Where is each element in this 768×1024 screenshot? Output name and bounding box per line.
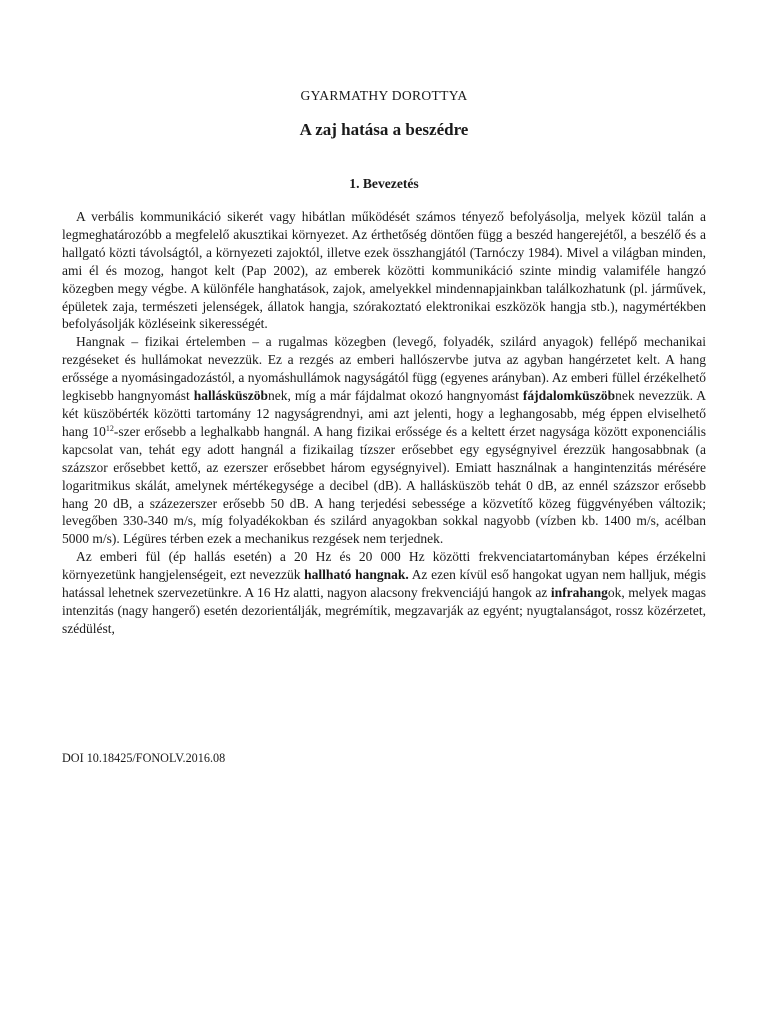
paragraph-2 — [62, 333, 706, 548]
exponent: 12 — [105, 423, 114, 433]
paragraph-2-text-a: Hangnak – fizikai értelemben – a rugalmas közegben (levegő, folyadék, szilárd anyagok) fellépő mechanikai rezgéseket és hullámokat nevezzük. Ez a rezgés az emberi hallószervbe jutva az agyban hangérzetet kelt. A hang erőssége a nyomásingadozástól, a nyomáshullámok nagyságától függ (egyenes arányban). Az emberi füllel érzékelhető legkisebb hangnyomást — [62, 334, 706, 404]
paragraph-3 — [62, 548, 706, 638]
article-title: A zaj hatása a beszédre — [299, 120, 469, 139]
paragraph-3-text-b: Az ezen kívül eső hangokat ugyan nem halljuk, mégis hatással lehetnek szervezetünkre. A 16 Hz alatti, nagyon alacsony frekvenciájú hangok az — [62, 567, 707, 601]
paragraph-3-text-c: ok, melyek magas intenzitás (nagy hangerő) esetén dezorientálják, megrémítik, megzavarják az egyént; nyugtalanságot, rossz közérzetet, szédülést, — [62, 585, 706, 636]
paragraph-3-text-a: Az emberi fül (ép hallás esetén) a 20 Hz és 20 000 Hz közötti frekvenciatartományban képes érzékelni környezetünk hangjelenségeit, ezt nevezzük — [62, 549, 706, 583]
term-hallaskuszob: hallásküszöb — [193, 388, 269, 404]
paragraph-2-text-c: nek nevezzük. A két küszöbérték közötti tartomány 12 nagyságrendnyi, ami azt jelenti, hogy a leghangosabb, még éppen elviselhető hang 10 — [62, 388, 707, 439]
doi-footer: DOI 10.18425/FONOLV.2016.08 — [62, 751, 226, 765]
section-heading: 1. Bevezetés — [349, 176, 419, 191]
term-fajdalomkuszob: fájdalomküszöb — [522, 388, 616, 404]
paragraph-1: A verbális kommunikáció sikerét vagy hibátlan működését számos tényező befolyásolja, melyek közül talán a legmeghatározóbb a megfelelő akusztikai környezet. Az érthetőség döntően függ a beszéd hangerejétől, a beszélő és a hallgató közti távolságtól, a környezeti zajoktól, illetve ezek összhangjától (Tarnóczy 1984). Mivel a világban minden, ami él és mozog, hangot kelt (Pap 2002), az emberek közötti kommunikáció szinte mindig valamiféle hangzó közegben megy végbe. A különféle hanghatások, zajok, amelyekkel mindennapjainkban találkozhatunk (pl. járművek, épületek zaja, természeti jelenségek, állatok hangja, szórakoztató elektronikai eszközök hangja stb.), nagymértékben befolyásolják közléseink sikerességét. — [62, 209, 706, 332]
term-hallhato-hang: hallható hangnak. — [304, 567, 409, 583]
article-body — [62, 208, 706, 638]
paragraph-2-text-d: -szer erősebb a leghalkabb hangnál. A hang fizikai erőssége és a keltett érzet nagysága között exponenciális kapcsolat van, tehát egy adott hangnál a fizikailag tízszer erősebbet egy egységnyivel érezzük hangosabbnak (a százszor erősebbet kettő, az ezerszer erősebbet három egységnyivel). Emiatt használnak a hangintenzitás mérésére logaritmikus skálát, amelynek mértékegysége a decibel (dB). A hallásküszöb tehát 0 dB, az ennél százszor erősebb hang 20 dB, a százezerszer erősebb 50 dB. A hang terjedési sebessége a közvetítő közeg függvényében változik; levegőben 330-340 m/s, míg folyadékokban és szilárd anyagokban sokkal nagyobb (vízben kb. 1400 m/s, acélban 5000 m/s). Légüres térben ezek a mechanikus rezgések nem terjednek. — [62, 423, 706, 547]
term-infrahang: infrahang — [550, 585, 608, 601]
author-name: GYARMATHY DOROTTYA — [300, 88, 468, 103]
paragraph-2-text-b: nek, míg a már fájdalmat okozó hangnyomást — [268, 388, 519, 404]
